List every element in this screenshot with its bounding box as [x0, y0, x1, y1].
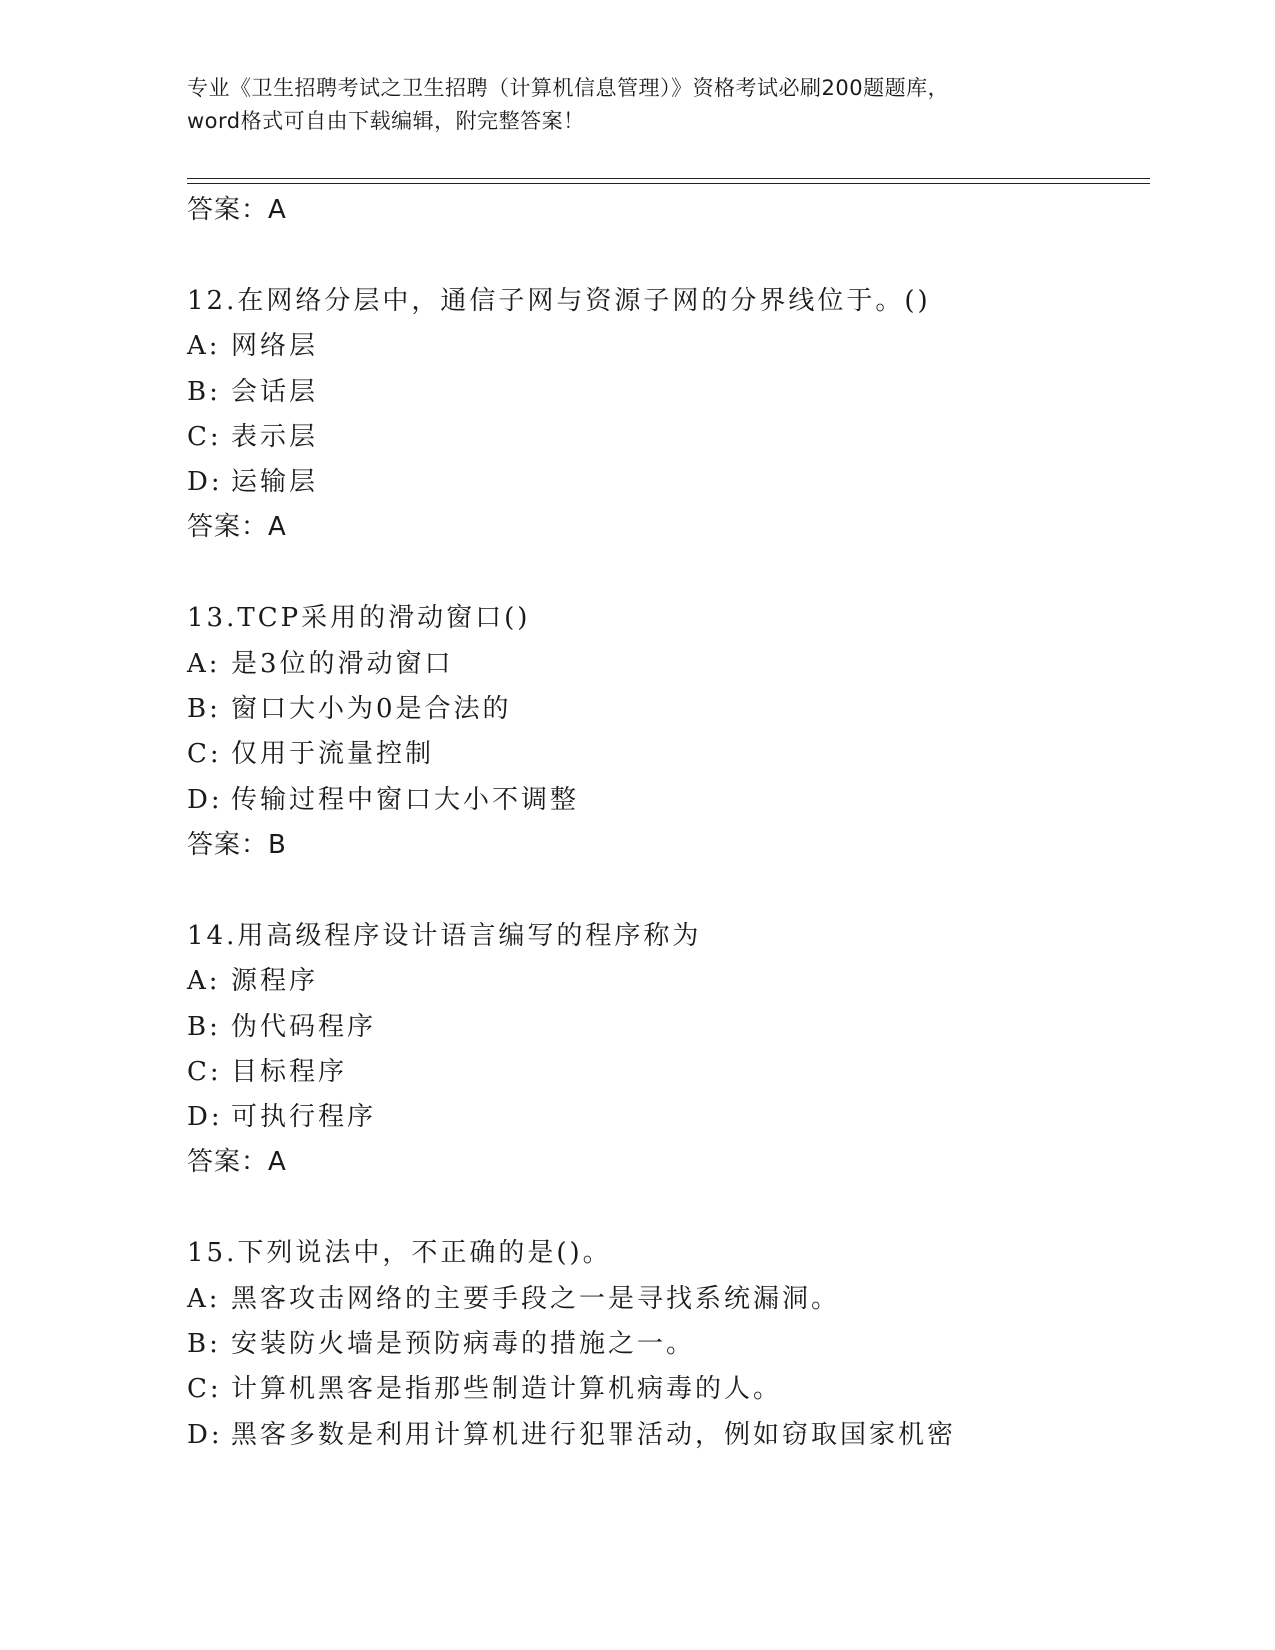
option-letter: C:: [187, 739, 222, 770]
option-text: 会话层: [231, 376, 319, 407]
option-a: [187, 642, 1147, 687]
header-line-2: word格式可自由下载编辑，附完整答案！: [187, 109, 585, 133]
option-text: 黑客攻击网络的主要手段之一是寻找系统漏洞。: [231, 1283, 841, 1314]
option-letter: B:: [187, 1329, 221, 1360]
option-text: 表示层: [231, 421, 319, 452]
question-list: [187, 188, 1147, 1458]
question-block: [187, 914, 1147, 1185]
question-text: 15.下列说法中，不正确的是()。: [187, 1238, 612, 1269]
option-text: 源程序: [231, 966, 319, 997]
document-header: [187, 72, 1087, 138]
option-d: [187, 460, 1147, 505]
question-block: [187, 279, 1147, 550]
question-text: 14.用高级程序设计语言编写的程序称为: [187, 920, 702, 951]
option-c: [187, 1050, 1147, 1095]
option-c: [187, 1367, 1147, 1412]
option-letter: D:: [187, 1419, 223, 1450]
option-letter: B:: [187, 1011, 221, 1042]
answer-label: 答案：A: [187, 512, 287, 543]
option-b: [187, 1322, 1147, 1367]
answer-label: 答案：B: [187, 829, 287, 860]
option-text: 安装防火墙是预防病毒的措施之一。: [231, 1329, 696, 1360]
option-text: 计算机黑客是指那些制造计算机病毒的人。: [231, 1374, 783, 1405]
option-letter: A:: [187, 1283, 221, 1314]
question-block: [187, 596, 1147, 867]
option-a: [187, 959, 1147, 1004]
option-letter: A:: [187, 648, 221, 679]
option-a: [187, 324, 1147, 369]
header-divider-top: [187, 178, 1150, 179]
option-letter: D:: [187, 784, 223, 815]
option-d: [187, 778, 1147, 823]
question-block: [187, 1231, 1147, 1457]
option-letter: B:: [187, 376, 221, 407]
option-text: 黑客多数是利用计算机进行犯罪活动，例如窃取国家机密: [231, 1419, 957, 1450]
option-text: 仅用于流量控制: [231, 739, 435, 770]
option-letter: A:: [187, 966, 221, 997]
option-text: 网络层: [231, 331, 319, 362]
answer-label: 答案：A: [187, 1147, 287, 1178]
option-letter: C:: [187, 1374, 222, 1405]
header-divider-bottom: [187, 183, 1150, 184]
option-text: 运输层: [231, 467, 319, 498]
option-text: 可执行程序: [231, 1102, 377, 1133]
option-text: 是3位的滑动窗口: [231, 648, 454, 679]
option-d: [187, 1095, 1147, 1140]
option-letter: C:: [187, 421, 222, 452]
option-b: [187, 1005, 1147, 1050]
option-b: [187, 370, 1147, 415]
option-c: [187, 732, 1147, 777]
option-letter: D:: [187, 467, 223, 498]
question-text: 12.在网络分层中，通信子网与资源子网的分界线位于。(): [187, 286, 931, 316]
option-text: 窗口大小为0是合法的: [231, 694, 512, 725]
option-c: [187, 415, 1147, 460]
option-letter: A:: [187, 331, 221, 362]
question-text: 13.TCP采用的滑动窗口(): [187, 603, 531, 634]
option-letter: D:: [187, 1102, 223, 1133]
option-d: [187, 1413, 1147, 1458]
option-text: 伪代码程序: [231, 1011, 377, 1042]
option-letter: C:: [187, 1056, 222, 1087]
answer-label: 答案：A: [187, 195, 287, 225]
option-text: 传输过程中窗口大小不调整: [231, 784, 580, 815]
option-text: 目标程序: [231, 1056, 348, 1087]
header-line-1: 专业《卫生招聘考试之卫生招聘（计算机信息管理）》资格考试必刷200题题库，: [187, 76, 950, 100]
option-a: [187, 1277, 1147, 1322]
option-letter: B:: [187, 694, 221, 725]
option-b: [187, 687, 1147, 732]
